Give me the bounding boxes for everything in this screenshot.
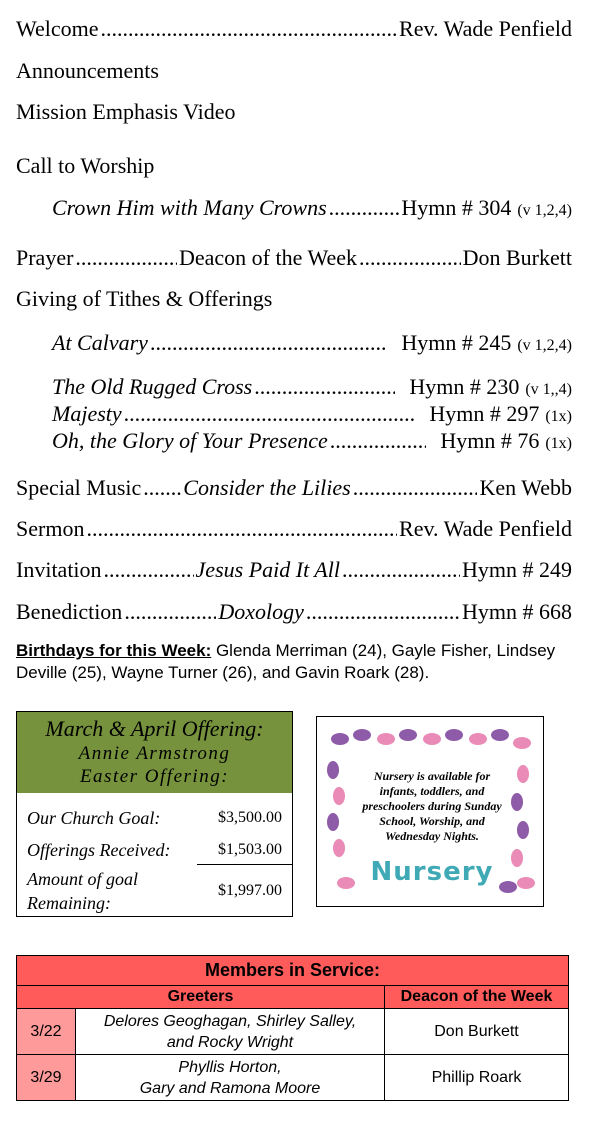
service-date: 3/29 (17, 1055, 76, 1101)
offering-row-goal (17, 800, 292, 836)
greeters-line1: Phyllis Horton, (178, 1058, 282, 1076)
hymn-title: Oh, the Glory of Your Presence (52, 428, 328, 453)
benediction-label: Benediction (16, 599, 123, 624)
special-title: Consider the Lilies (183, 475, 351, 500)
benediction-hymn: Hymn # 668 (462, 599, 572, 624)
leader-dots (359, 245, 461, 271)
special-leader: Ken Webb (479, 475, 572, 500)
hymn-verses: (1x) (545, 408, 572, 425)
offering-goal-label: Our Church Goal: (27, 807, 161, 828)
giving-hymn-line (52, 401, 572, 427)
offering-remaining-label (17, 867, 207, 915)
deacon-cell: Don Burkett (385, 1009, 569, 1055)
call-hymn-line (52, 195, 572, 221)
prayer-label: Prayer (16, 245, 74, 270)
offering-remaining-label1: Amount of goal (27, 869, 138, 889)
invitation-label: Invitation (16, 557, 102, 582)
leader-dots (353, 475, 478, 501)
offering-title: March & April Offering: (45, 716, 264, 741)
hymn-title: Crown Him with Many Crowns (52, 195, 327, 220)
hymn-number: Hymn # 297 (429, 401, 540, 426)
leader-dots (342, 557, 460, 583)
prayer-leader: Don Burkett (462, 245, 572, 270)
birthdays-list: Glenda Merriman (24), Gayle Fisher, Lindsey Deville (25), Wayne Turner (26), and Gavin Roark (28). (16, 641, 556, 682)
hymn-title: At Calvary (52, 330, 148, 355)
special-music-line (16, 475, 572, 501)
greeters-cell (76, 1009, 385, 1055)
hymn-title: The Old Rugged Cross (52, 374, 253, 399)
leader-dots (306, 599, 460, 625)
invitation-title: Jesus Paid It All (195, 557, 340, 582)
hymn-number: Hymn # 76 (440, 428, 540, 453)
offering-header (17, 712, 292, 793)
nursery-word: Nursery (370, 857, 494, 887)
announcements: Announcements (16, 58, 159, 83)
leader-dots (86, 516, 397, 542)
leader-dots (124, 599, 216, 625)
greeters-line2: Gary and Ramona Moore (139, 1079, 321, 1097)
offering-remaining-value: $1,997.00 (218, 882, 282, 899)
giving-hymn-line (52, 428, 572, 454)
sermon-line (16, 516, 572, 542)
offering-received-label: Offerings Received: (27, 839, 171, 860)
members-title: Members in Service: (17, 956, 569, 986)
offering-box (16, 711, 293, 917)
birthdays-label: Birthdays for this Week: (16, 641, 212, 660)
sermon-label: Sermon (16, 516, 85, 541)
prayer-role: Deacon of the Week (179, 245, 358, 270)
benediction-line (16, 599, 572, 625)
leader-dots (101, 16, 398, 42)
offering-goal-value: $3,500.00 (218, 809, 282, 826)
welcome-leader: Rev. Wade Penfield (399, 16, 572, 41)
hymn-number: Hymn # 230 (409, 374, 520, 399)
hymn-number: Hymn # 245 (401, 330, 512, 355)
leader-dots (330, 428, 427, 454)
mission-emphasis-video: Mission Emphasis Video (16, 99, 236, 124)
offering-line1: Annie Armstrong (78, 743, 231, 764)
invitation-hymn: Hymn # 249 (462, 557, 572, 582)
offering-divider (197, 864, 292, 865)
leader-dots (254, 374, 395, 400)
welcome-line (16, 16, 572, 42)
call-to-worship: Call to Worship (16, 153, 155, 178)
giving-hymn-line (52, 374, 572, 400)
hymn-verses: (v 1,,4) (525, 381, 572, 398)
giving-hymn-line (52, 330, 572, 356)
welcome-label: Welcome (16, 16, 99, 41)
leader-dots (104, 557, 194, 583)
nursery-box (316, 716, 544, 907)
table-row (17, 1009, 569, 1055)
birthdays-paragraph (16, 640, 576, 684)
benediction-title: Doxology (218, 599, 304, 624)
hymn-verses: (1x) (545, 435, 572, 452)
members-table (16, 955, 569, 1101)
offering-received-value: $1,503.00 (218, 841, 282, 858)
hymn-verses: (v 1,2,4) (517, 202, 572, 219)
prayer-line (16, 245, 572, 271)
hymn-number: Hymn # 304 (401, 195, 512, 220)
leader-dots (143, 475, 181, 501)
hymn-verses: (v 1,2,4) (517, 337, 572, 354)
col-deacon: Deacon of the Week (385, 986, 569, 1009)
deacon-cell: Phillip Roark (385, 1055, 569, 1101)
invitation-line (16, 557, 572, 583)
offering-row-remaining (17, 866, 292, 916)
leader-dots (329, 195, 400, 221)
greeters-line2: and Rocky Wright (166, 1033, 294, 1051)
offering-row-received (17, 832, 292, 868)
greeters-cell (76, 1055, 385, 1101)
nursery-text: Nursery is available for infants, toddlers, and preschoolers during Sunday School, Worship, and Wednesday Nights. (362, 769, 502, 843)
offering-line2: Easter Offering: (79, 766, 230, 787)
leader-dots (150, 330, 387, 356)
greeters-line1: Delores Geoghagan, Shirley Salley, (103, 1012, 357, 1030)
sermon-leader: Rev. Wade Penfield (399, 516, 572, 541)
leader-dots (124, 401, 416, 427)
giving-tithes: Giving of Tithes & Offerings (16, 286, 273, 311)
special-label: Special Music (16, 475, 142, 500)
service-date: 3/22 (17, 1009, 76, 1055)
offering-remaining-label2: Remaining: (27, 893, 111, 913)
hymn-title: Majesty (52, 401, 122, 426)
col-greeters: Greeters (17, 986, 385, 1009)
leader-dots (75, 245, 177, 271)
table-row (17, 1055, 569, 1101)
